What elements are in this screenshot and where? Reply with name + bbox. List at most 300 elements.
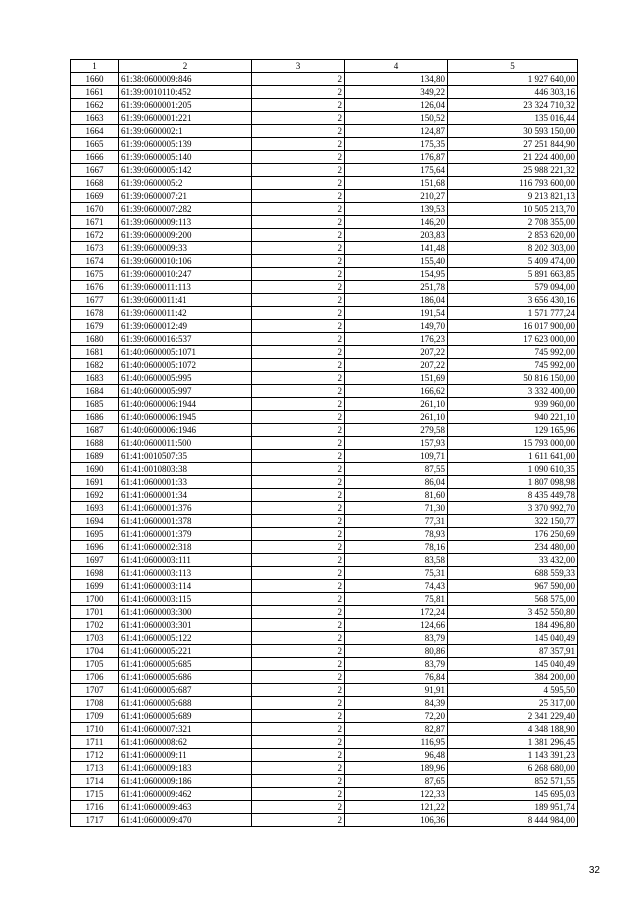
value-cell: 940 221,10 — [448, 411, 578, 424]
row-number: 1670 — [71, 203, 119, 216]
row-number: 1682 — [71, 359, 119, 372]
row-number: 1711 — [71, 736, 119, 749]
row-number: 1672 — [71, 229, 119, 242]
table-header-row — [71, 60, 578, 73]
table-row — [71, 645, 578, 658]
count-cell: 2 — [252, 684, 345, 697]
cadastral-number: 61:39:0600005:140 — [119, 151, 252, 164]
row-number: 1681 — [71, 346, 119, 359]
cadastral-number: 61:39:0600011:41 — [119, 294, 252, 307]
area-cell: 150,52 — [345, 112, 448, 125]
count-cell: 2 — [252, 372, 345, 385]
row-number: 1685 — [71, 398, 119, 411]
row-number: 1694 — [71, 515, 119, 528]
table-row — [71, 489, 578, 502]
value-cell: 4 595,50 — [448, 684, 578, 697]
area-cell: 149,70 — [345, 320, 448, 333]
area-cell: 91,91 — [345, 684, 448, 697]
row-number: 1660 — [71, 73, 119, 86]
cadastral-number: 61:41:0600001:33 — [119, 476, 252, 489]
table-row — [71, 528, 578, 541]
value-cell: 1 927 640,00 — [448, 73, 578, 86]
count-cell: 2 — [252, 346, 345, 359]
cadastral-number: 61:41:0600009:463 — [119, 801, 252, 814]
area-cell: 78,16 — [345, 541, 448, 554]
table-row — [71, 164, 578, 177]
value-cell: 135 016,44 — [448, 112, 578, 125]
cadastral-number: 61:41:0600005:685 — [119, 658, 252, 671]
cadastral-number: 61:41:0600002:318 — [119, 541, 252, 554]
count-cell: 2 — [252, 385, 345, 398]
area-cell: 207,22 — [345, 346, 448, 359]
value-cell: 17 623 000,00 — [448, 333, 578, 346]
value-cell: 939 960,00 — [448, 398, 578, 411]
value-cell: 50 816 150,00 — [448, 372, 578, 385]
count-cell: 2 — [252, 320, 345, 333]
value-cell: 234 480,00 — [448, 541, 578, 554]
row-number: 1679 — [71, 320, 119, 333]
row-number: 1673 — [71, 242, 119, 255]
column-header-3: 3 — [252, 60, 345, 73]
column-header-2: 2 — [119, 60, 252, 73]
area-cell: 251,78 — [345, 281, 448, 294]
value-cell: 145 040,49 — [448, 632, 578, 645]
table-row — [71, 151, 578, 164]
area-cell: 116,95 — [345, 736, 448, 749]
count-cell: 2 — [252, 736, 345, 749]
table-row — [71, 86, 578, 99]
table-row — [71, 606, 578, 619]
cadastral-number: 61:41:0600003:111 — [119, 554, 252, 567]
cadastral-number: 61:39:0600005:2 — [119, 177, 252, 190]
row-number: 1687 — [71, 424, 119, 437]
value-cell: 23 324 710,32 — [448, 99, 578, 112]
table-row — [71, 372, 578, 385]
row-number: 1689 — [71, 450, 119, 463]
value-cell: 852 571,55 — [448, 775, 578, 788]
table-row — [71, 73, 578, 86]
count-cell: 2 — [252, 333, 345, 346]
area-cell: 74,43 — [345, 580, 448, 593]
table-row — [71, 281, 578, 294]
row-number: 1699 — [71, 580, 119, 593]
cadastral-number: 61:39:0600009:200 — [119, 229, 252, 242]
row-number: 1706 — [71, 671, 119, 684]
cadastral-number: 61:41:0600005:688 — [119, 697, 252, 710]
cadastral-number: 61:41:0600003:301 — [119, 619, 252, 632]
table-row — [71, 333, 578, 346]
value-cell: 2 708 355,00 — [448, 216, 578, 229]
row-number: 1662 — [71, 99, 119, 112]
value-cell: 184 496,80 — [448, 619, 578, 632]
count-cell: 2 — [252, 125, 345, 138]
value-cell: 8 202 303,00 — [448, 242, 578, 255]
table-body — [71, 73, 578, 827]
area-cell: 139,53 — [345, 203, 448, 216]
area-cell: 122,33 — [345, 788, 448, 801]
cadastral-number: 61:40:0600011:500 — [119, 437, 252, 450]
area-cell: 155,40 — [345, 255, 448, 268]
count-cell: 2 — [252, 242, 345, 255]
value-cell: 25 988 221,32 — [448, 164, 578, 177]
area-cell: 261,10 — [345, 411, 448, 424]
row-number: 1690 — [71, 463, 119, 476]
count-cell: 2 — [252, 359, 345, 372]
cadastral-number: 61:39:0600005:139 — [119, 138, 252, 151]
area-cell: 78,93 — [345, 528, 448, 541]
table-row — [71, 749, 578, 762]
row-number: 1663 — [71, 112, 119, 125]
value-cell: 6 268 680,00 — [448, 762, 578, 775]
value-cell: 21 224 400,00 — [448, 151, 578, 164]
area-cell: 141,48 — [345, 242, 448, 255]
table-row — [71, 632, 578, 645]
value-cell: 3 656 430,16 — [448, 294, 578, 307]
cadastral-number: 61:38:0600009:846 — [119, 73, 252, 86]
table-row — [71, 411, 578, 424]
cadastral-number: 61:40:0600005:995 — [119, 372, 252, 385]
table-row — [71, 255, 578, 268]
row-number: 1712 — [71, 749, 119, 762]
count-cell: 2 — [252, 632, 345, 645]
cadastral-number: 61:40:0600005:1072 — [119, 359, 252, 372]
count-cell: 2 — [252, 502, 345, 515]
area-cell: 154,95 — [345, 268, 448, 281]
table-row — [71, 190, 578, 203]
cadastral-number: 61:39:0600016:537 — [119, 333, 252, 346]
value-cell: 3 370 992,70 — [448, 502, 578, 515]
area-cell: 83,79 — [345, 632, 448, 645]
cadastral-number: 61:41:0010507:35 — [119, 450, 252, 463]
cadastral-number: 61:41:0600009:186 — [119, 775, 252, 788]
cadastral-number: 61:40:0600006:1946 — [119, 424, 252, 437]
value-cell: 176 250,69 — [448, 528, 578, 541]
count-cell: 2 — [252, 749, 345, 762]
cadastral-number: 61:39:0600010:247 — [119, 268, 252, 281]
cadastral-number: 61:39:0600009:33 — [119, 242, 252, 255]
table-row — [71, 385, 578, 398]
value-cell: 116 793 600,00 — [448, 177, 578, 190]
table-row — [71, 593, 578, 606]
value-cell: 579 094,00 — [448, 281, 578, 294]
value-cell: 189 951,74 — [448, 801, 578, 814]
count-cell: 2 — [252, 99, 345, 112]
table-row — [71, 801, 578, 814]
value-cell: 967 590,00 — [448, 580, 578, 593]
table-row — [71, 515, 578, 528]
cadastral-number: 61:39:0600007:282 — [119, 203, 252, 216]
row-number: 1675 — [71, 268, 119, 281]
area-cell: 166,62 — [345, 385, 448, 398]
cadastral-number: 61:40:0600006:1944 — [119, 398, 252, 411]
area-cell: 121,22 — [345, 801, 448, 814]
row-number: 1677 — [71, 294, 119, 307]
count-cell: 2 — [252, 86, 345, 99]
table-row — [71, 710, 578, 723]
count-cell: 2 — [252, 177, 345, 190]
table-row — [71, 99, 578, 112]
area-cell: 203,83 — [345, 229, 448, 242]
row-number: 1683 — [71, 372, 119, 385]
count-cell: 2 — [252, 229, 345, 242]
table-row — [71, 294, 578, 307]
count-cell: 2 — [252, 216, 345, 229]
count-cell: 2 — [252, 541, 345, 554]
row-number: 1716 — [71, 801, 119, 814]
count-cell: 2 — [252, 450, 345, 463]
count-cell: 2 — [252, 463, 345, 476]
row-number: 1705 — [71, 658, 119, 671]
count-cell: 2 — [252, 788, 345, 801]
count-cell: 2 — [252, 281, 345, 294]
row-number: 1691 — [71, 476, 119, 489]
value-cell: 15 793 000,00 — [448, 437, 578, 450]
row-number: 1664 — [71, 125, 119, 138]
table-row — [71, 268, 578, 281]
row-number: 1680 — [71, 333, 119, 346]
count-cell: 2 — [252, 307, 345, 320]
table-row — [71, 242, 578, 255]
table-row — [71, 177, 578, 190]
value-cell: 5 409 474,00 — [448, 255, 578, 268]
table-row — [71, 320, 578, 333]
table-row — [71, 229, 578, 242]
area-cell: 75,81 — [345, 593, 448, 606]
area-cell: 81,60 — [345, 489, 448, 502]
table-row — [71, 554, 578, 567]
area-cell: 191,54 — [345, 307, 448, 320]
value-cell: 568 575,00 — [448, 593, 578, 606]
count-cell: 2 — [252, 268, 345, 281]
count-cell: 2 — [252, 411, 345, 424]
table-row — [71, 671, 578, 684]
area-cell: 80,86 — [345, 645, 448, 658]
value-cell: 384 200,00 — [448, 671, 578, 684]
cadastral-number: 61:41:0600008:62 — [119, 736, 252, 749]
row-number: 1688 — [71, 437, 119, 450]
cadastral-number: 61:41:0600001:379 — [119, 528, 252, 541]
table-row — [71, 697, 578, 710]
area-cell: 83,79 — [345, 658, 448, 671]
count-cell: 2 — [252, 801, 345, 814]
area-cell: 106,36 — [345, 814, 448, 827]
value-cell: 2 341 229,40 — [448, 710, 578, 723]
area-cell: 210,27 — [345, 190, 448, 203]
table-row — [71, 476, 578, 489]
table-row — [71, 814, 578, 827]
area-cell: 176,23 — [345, 333, 448, 346]
cadastral-number: 61:41:0600005:122 — [119, 632, 252, 645]
cadastral-number: 61:41:0600001:378 — [119, 515, 252, 528]
table-row — [71, 112, 578, 125]
cadastral-number: 61:41:0600003:113 — [119, 567, 252, 580]
count-cell: 2 — [252, 190, 345, 203]
table-row — [71, 775, 578, 788]
row-number: 1668 — [71, 177, 119, 190]
area-cell: 83,58 — [345, 554, 448, 567]
table-row — [71, 437, 578, 450]
row-number: 1703 — [71, 632, 119, 645]
row-number: 1707 — [71, 684, 119, 697]
area-cell: 84,39 — [345, 697, 448, 710]
cadastral-number: 61:41:0010803:38 — [119, 463, 252, 476]
count-cell: 2 — [252, 151, 345, 164]
row-number: 1697 — [71, 554, 119, 567]
row-number: 1676 — [71, 281, 119, 294]
count-cell: 2 — [252, 723, 345, 736]
value-cell: 688 559,33 — [448, 567, 578, 580]
cadastral-number: 61:39:0600007:21 — [119, 190, 252, 203]
cadastral-number: 61:41:0600009:11 — [119, 749, 252, 762]
cadastral-number: 61:40:0600005:1071 — [119, 346, 252, 359]
row-number: 1667 — [71, 164, 119, 177]
count-cell: 2 — [252, 73, 345, 86]
value-cell: 1 143 391,23 — [448, 749, 578, 762]
cadastral-number: 61:41:0600003:300 — [119, 606, 252, 619]
value-cell: 745 992,00 — [448, 346, 578, 359]
cadastral-number: 61:39:0600005:142 — [119, 164, 252, 177]
count-cell: 2 — [252, 645, 345, 658]
area-cell: 71,30 — [345, 502, 448, 515]
count-cell: 2 — [252, 437, 345, 450]
area-cell: 349,22 — [345, 86, 448, 99]
cadastral-value-table — [70, 59, 578, 827]
count-cell: 2 — [252, 515, 345, 528]
table-row — [71, 203, 578, 216]
cadastral-number: 61:40:0600006:1945 — [119, 411, 252, 424]
cadastral-number: 61:41:0600009:183 — [119, 762, 252, 775]
cadastral-number: 61:41:0600009:462 — [119, 788, 252, 801]
count-cell: 2 — [252, 398, 345, 411]
table-row — [71, 346, 578, 359]
value-cell: 33 432,00 — [448, 554, 578, 567]
table-row — [71, 398, 578, 411]
row-number: 1715 — [71, 788, 119, 801]
value-cell: 27 251 844,90 — [448, 138, 578, 151]
value-cell: 10 505 213,70 — [448, 203, 578, 216]
count-cell: 2 — [252, 658, 345, 671]
count-cell: 2 — [252, 255, 345, 268]
table-row — [71, 788, 578, 801]
row-number: 1700 — [71, 593, 119, 606]
row-number: 1698 — [71, 567, 119, 580]
table-row — [71, 463, 578, 476]
table-row — [71, 567, 578, 580]
cadastral-number: 61:41:0600003:115 — [119, 593, 252, 606]
row-number: 1695 — [71, 528, 119, 541]
area-cell: 207,22 — [345, 359, 448, 372]
area-cell: 72,20 — [345, 710, 448, 723]
cadastral-number: 61:39:0600001:205 — [119, 99, 252, 112]
row-number: 1669 — [71, 190, 119, 203]
value-cell: 9 213 821,13 — [448, 190, 578, 203]
area-cell: 109,71 — [345, 450, 448, 463]
value-cell: 8 435 449,78 — [448, 489, 578, 502]
table-row — [71, 216, 578, 229]
table-row — [71, 424, 578, 437]
value-cell: 745 992,00 — [448, 359, 578, 372]
row-number: 1696 — [71, 541, 119, 554]
area-cell: 134,80 — [345, 73, 448, 86]
table-row — [71, 580, 578, 593]
count-cell: 2 — [252, 294, 345, 307]
cadastral-number: 61:39:0600011:113 — [119, 281, 252, 294]
table-row — [71, 138, 578, 151]
value-cell: 25 317,00 — [448, 697, 578, 710]
count-cell: 2 — [252, 476, 345, 489]
table-row — [71, 723, 578, 736]
count-cell: 2 — [252, 775, 345, 788]
area-cell: 77,31 — [345, 515, 448, 528]
row-number: 1708 — [71, 697, 119, 710]
area-cell: 176,87 — [345, 151, 448, 164]
count-cell: 2 — [252, 697, 345, 710]
cadastral-number: 61:41:0600003:114 — [119, 580, 252, 593]
row-number: 1693 — [71, 502, 119, 515]
area-cell: 151,69 — [345, 372, 448, 385]
area-cell: 87,55 — [345, 463, 448, 476]
value-cell: 87 357,91 — [448, 645, 578, 658]
area-cell: 175,64 — [345, 164, 448, 177]
area-cell: 279,58 — [345, 424, 448, 437]
cadastral-number: 61:41:0600001:34 — [119, 489, 252, 502]
count-cell: 2 — [252, 593, 345, 606]
row-number: 1709 — [71, 710, 119, 723]
value-cell: 4 348 188,90 — [448, 723, 578, 736]
value-cell: 322 150,77 — [448, 515, 578, 528]
count-cell: 2 — [252, 619, 345, 632]
row-number: 1701 — [71, 606, 119, 619]
cadastral-number: 61:39:0600009:113 — [119, 216, 252, 229]
value-cell: 3 332 400,00 — [448, 385, 578, 398]
row-number: 1704 — [71, 645, 119, 658]
cadastral-number: 61:39:0600001:221 — [119, 112, 252, 125]
cadastral-number: 61:39:0010110:452 — [119, 86, 252, 99]
cadastral-number: 61:41:0600005:686 — [119, 671, 252, 684]
row-number: 1692 — [71, 489, 119, 502]
row-number: 1684 — [71, 385, 119, 398]
value-cell: 1 571 777,24 — [448, 307, 578, 320]
area-cell: 82,87 — [345, 723, 448, 736]
value-cell: 1 807 098,98 — [448, 476, 578, 489]
cadastral-number: 61:41:0600005:221 — [119, 645, 252, 658]
area-cell: 124,87 — [345, 125, 448, 138]
table-row — [71, 450, 578, 463]
row-number: 1671 — [71, 216, 119, 229]
area-cell: 175,35 — [345, 138, 448, 151]
value-cell: 16 017 900,00 — [448, 320, 578, 333]
value-cell: 446 303,16 — [448, 86, 578, 99]
area-cell: 124,66 — [345, 619, 448, 632]
area-cell: 146,20 — [345, 216, 448, 229]
table-row — [71, 684, 578, 697]
area-cell: 126,04 — [345, 99, 448, 112]
count-cell: 2 — [252, 814, 345, 827]
area-cell: 172,24 — [345, 606, 448, 619]
table-row — [71, 736, 578, 749]
row-number: 1678 — [71, 307, 119, 320]
table-row — [71, 762, 578, 775]
value-cell: 30 593 150,00 — [448, 125, 578, 138]
count-cell: 2 — [252, 112, 345, 125]
value-cell: 2 853 620,00 — [448, 229, 578, 242]
column-header-1: 1 — [71, 60, 119, 73]
count-cell: 2 — [252, 203, 345, 216]
count-cell: 2 — [252, 164, 345, 177]
cadastral-number: 61:40:0600005:997 — [119, 385, 252, 398]
page-number: 32 — [588, 865, 600, 876]
area-cell: 86,04 — [345, 476, 448, 489]
